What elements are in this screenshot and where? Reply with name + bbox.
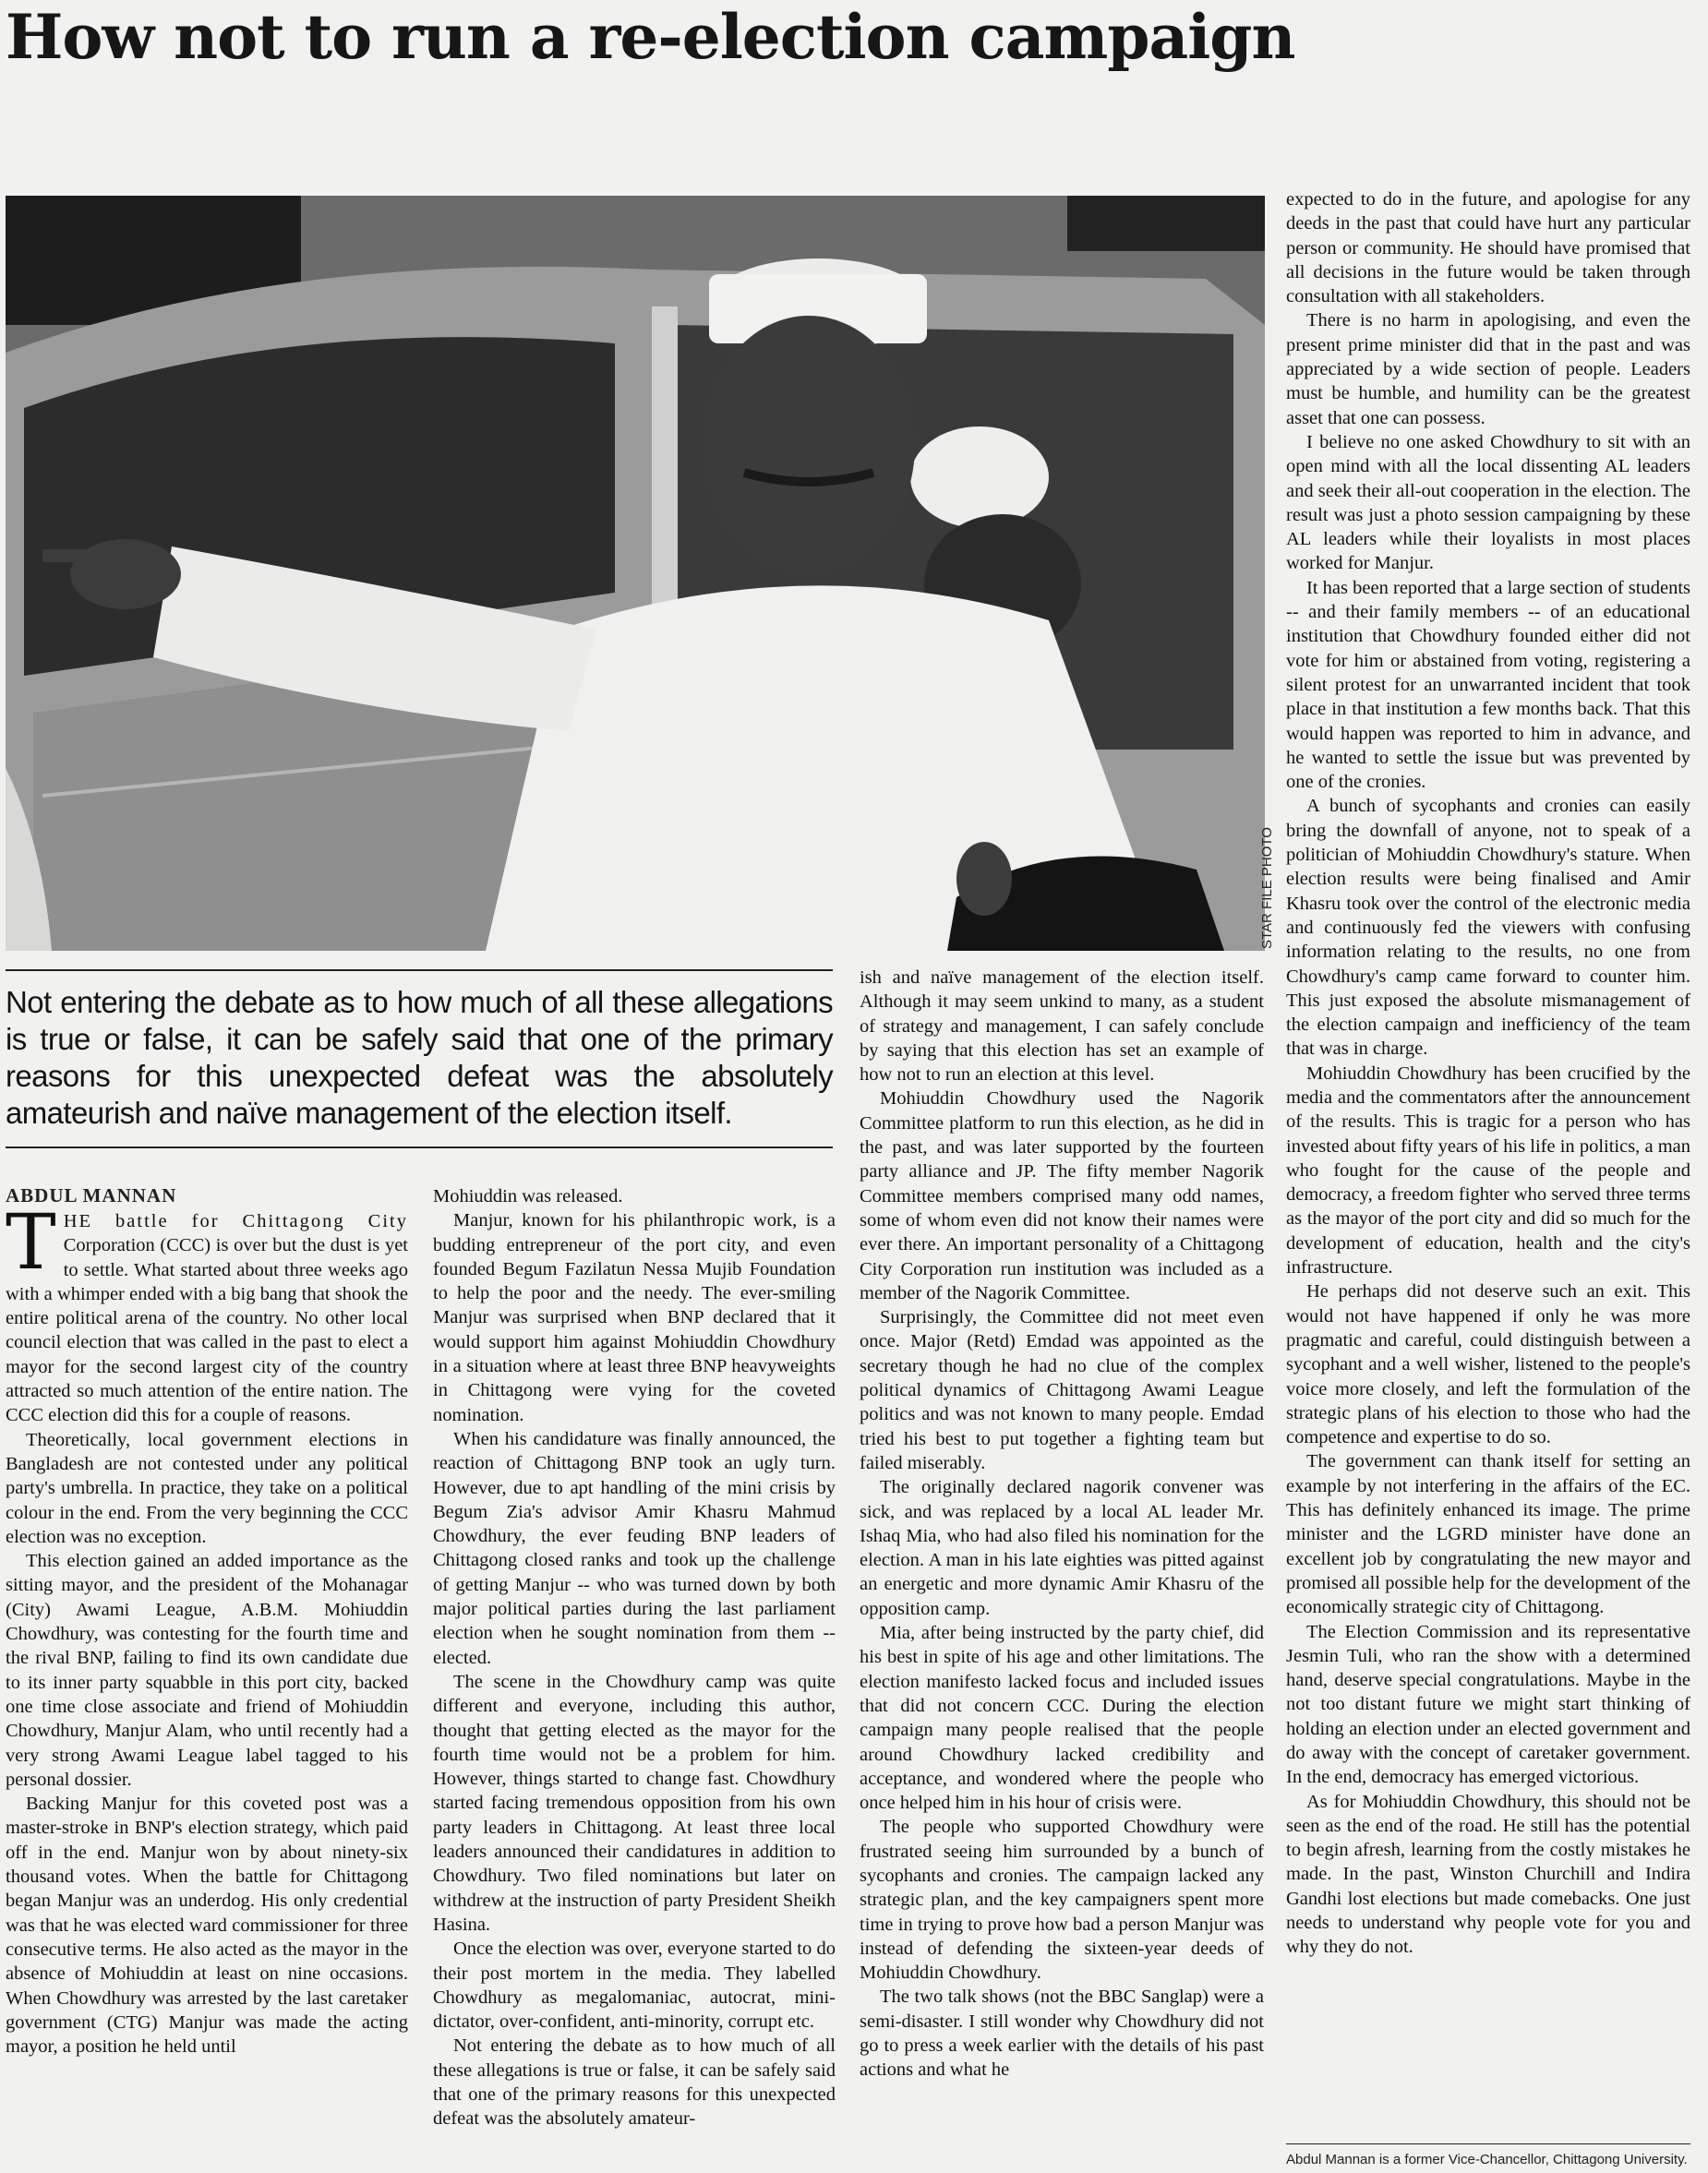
paragraph: Mohiuddin Chowdhury used the Nagorik Committee platform to run this election, as he did in the past, and was later supported by the fourteen party alliance and JP. The fifty member Nagorik Committee members comprised many odd names, some of whom even did not know their names were ever there. An important personality of a Chittagong City Corporation run institution was included as a member of the Nagorik Committee. [860, 1088, 1264, 1303]
paragraph: The Election Commission and its representative Jesmin Tuli, who ran the show with a determined hand, deserve special congratulations. Maybe in the not too distant future we might start thinking of holding an election under an elected government and do away with the concept of caretaker government. In the end, democracy has emerged victorious. [1286, 1621, 1690, 1788]
photo-credit: STAR FILE PHOTO [1259, 827, 1275, 949]
column-2 [433, 1184, 836, 2131]
headline: How not to run a re-election campaign [6, 1, 1295, 73]
paragraph: The two talk shows (not the BBC Sanglap) were a semi-disaster. I still wonder why Chowdhury did not go to press a week earlier with the details of his past actions and what he [860, 1987, 1264, 2081]
column-4 [1286, 187, 1690, 1960]
paragraph: The people who supported Chowdhury were frustrated seeing him surrounded by a bunch of sycophants and cronies. The campaign lacked any strategic plan, and the key campaigners spent more time in trying to prove how bad a person Manjur was instead of defending the sixteen-year deeds of Mohiuddin Chowdhury. [860, 1817, 1264, 1984]
paragraph: Manjur, known for his philanthropic work, is a budding entrepreneur of the port city, and even founded Begum Fazilatun Nessa Mujib Foundation to help the poor and the needy. The ever-smiling Manjur was surprised when BNP declared that it would support him against Mohiuddin Chowdhury in a situation where at least three BNP heavyweights in Chittagong were vying for the coveted nomination. [433, 1210, 836, 1425]
paragraph: There is no harm in apologising, and even the present prime minister did that in the past and was appreciated by a wide section of people. Leaders must be humble, and humility can be the greatest asset that one can possess. [1286, 310, 1690, 428]
paragraph: He perhaps did not deserve such an exit. This would not have happened if only he was more pragmatic and careful, could distinguish between a sycophant and a well wisher, listened to the people's voice more closely, and left the formulation of the strategic plans of his election to those who had the competence and expertise to do so. [1286, 1281, 1690, 1448]
paragraph: It has been reported that a large section of students -- and their family members -- of an educational institution that Chowdhury founded either did not vote for him or abstained from voting, registering a silent protest for an unwarranted incident that took place in that institution a few months back. That this would happen was reported to him in advance, and he wanted to settle the issue but was prevented by one of the cronies. [1286, 577, 1690, 793]
paragraph: A bunch of sycophants and cronies can easily bring the downfall of anyone, not to speak of a politician of Mohiuddin Chowdhury's stature. When election results were being finalised and Amir Khasru took over the control of the electronic media and continuously fed the viewers with confusing information relating to the results, no one from Chowdhury's camp came forward to counter him. This just exposed the absolute mismanagement of the election campaign and inefficiency of the team that was in charge. [1286, 796, 1690, 1060]
paragraph: Once the election was over, everyone started to do their post mortem in the media. They labelled Chowdhury as megalomaniac, autocrat, mini-dictator, over-confident, anti-minority, corrupt etc. [433, 1939, 836, 2033]
paragraph: As for Mohiuddin Chowdhury, this should not be seen as the end of the road. He still has the potential to begin afresh, learning from the costly mistakes he made. In the past, Winston Churchill and Indira Gandhi lost elections but made comebacks. One just needs to understand why people vote for you and why they do not. [1286, 1791, 1690, 1958]
paragraph: Mohiuddin was released. [433, 1186, 623, 1207]
author-footnote: Abdul Mannan is a former Vice-Chancellor, Chittagong University. [1286, 2143, 1690, 2167]
paragraph: This election gained an added importance as the sitting mayor, and the president of the Mohanagar (City) Awami League, A.B.M. Mohiuddin Chowdhury, was contesting for the fourth time and the rival BNP, failing to find its own candidate due to its inner party squabble in this port city, backed one time close associate and friend of Mohiuddin Chowdhury, Manjur Alam, who until recently had a very strong Awami League label tagged to his personal dossier. [6, 1551, 408, 1790]
paragraph: The scene in the Chowdhury camp was quite different and everyone, including this author, thought that getting elected as the mayor for the fourth time would not be a problem for him. However, things started to change fast. Chowdhury started facing tremendous opposition from his own party leaders in Chittagong. At least three local leaders announced their candidatures in addition to Chowdhury. Two filed nominations but later on withdrew at the instruction of party President Sheikh Hasina. [433, 1671, 836, 1935]
byline: ABDUL MANNAN [6, 1184, 177, 1207]
paragraph: Surprisingly, the Committee did not meet even once. Major (Retd) Emdad was appointed as the secretary though he had no clue of the complex political dynamics of Chittagong Awami League politics and was not known to many people. Emdad tried his best to put together a fighting team but failed miserably. [860, 1307, 1264, 1473]
pull-quote: Not entering the debate as to how much of all these allegations is true or false, it can be safely said that one of the primary reasons for this unexpected defeat was the absolutely amateurish and naïve management of the election itself. [6, 969, 833, 1148]
paragraph: Backing Manjur for this coveted post was a master-stroke in BNP's election strategy, which paid off in the end. Manjur won by about ninety-six thousand votes. When the battle for Chittagong began Manjur was an underdog. His only credential was that he was elected ward commissioner for three consecutive terms. He also acted as the mayor in the absence of Mohiuddin at least on nine occasions. When Chowdhury was arrested by the last caretaker government (CTG) Manjur was made the acting mayor, a position he held until [6, 1794, 408, 2058]
paragraph: Theoretically, local government elections in Bangladesh are not contested under any political party's umbrella. In practice, they take on a political colour in the end. From the very beginning the CCC election was no exception. [6, 1429, 408, 1547]
paragraph: ish and naïve management of the election itself. Although it may seem unkind to many, as a student of strategy and management, I can safely conclude by saying that this election has set an example of how not to run an election at this level. [860, 967, 1264, 1086]
article-photo [6, 196, 1265, 951]
paragraph: expected to do in the future, and apologise for any deeds in the past that could have hurt any particular person or community. He should have promised that all decisions in the future would be taken through consultation with all stakeholders. [1286, 189, 1690, 307]
paragraph: The originally declared nagorik convener was sick, and was replaced by a local AL leader Mr. Ishaq Mia, who had also filed his nomination for the election. A man in his late eighties was pitted against an energetic and more dynamic Amir Khasru of the opposition camp. [860, 1477, 1264, 1619]
lead-first-line: HE battle for Chittagong City [63, 1211, 408, 1231]
lead-paragraph [6, 1199, 408, 1428]
paragraph: The government can thank itself for setting an example by not interfering in the affairs of the EC. This has definitely enhanced its image. The prime minister and the LGRD minister have done an excellent job by congratulating the new mayor and promised all possible help for the development of the economically strategic city of Chittagong. [1286, 1451, 1690, 1618]
paragraph: I believe no one asked Chowdhury to sit with an open mind with all the local dissenting AL leaders and seek their all-out cooperation in the election. The result was just a photo session campaigning by these AL leaders while their loyalists in most places worked for Manjur. [1286, 431, 1690, 574]
paragraph: Mia, after being instructed by the party chief, did his best in spite of his age and other limitations. The election manifesto lacked focus and included issues that did not concern CCC. During the election campaign many people realised that the people around Chowdhury lacked credibility and acceptance, and wondered where the people who once helped him in his hour of crisis were. [860, 1623, 1264, 1814]
paragraph: Not entering the debate as to how much of all these allegations is true or false, it can be safely said that one of the primary reasons for this unexpected defeat was the absolutely amateur- [433, 2035, 836, 2130]
column-1 [6, 1199, 408, 2059]
column-3 [860, 966, 1264, 2083]
paragraph: Mohiuddin Chowdhury has been crucified by the media and the commentators after the announcement of the results. This is tragic for a person who has invested about fifty years of his life in politics, a man who fought for the cause of the people and democracy, a freedom fighter who served three terms as the mayor of the port city and did so much for the development of education, health and the city's infrastructure. [1286, 1062, 1690, 1279]
paragraph: Corporation (CCC) is over but the dust is yet to settle. What started about three weeks ago with a whimper ended with a big bang that shook the entire political arena of the country. No other local council election that was called in the past to elect a mayor for the second largest city of the country attracted so much attention of the entire nation. The CCC election did this for a couple of reasons. [6, 1235, 408, 1426]
paragraph: When his candidature was finally announced, the reaction of Chittagong BNP took an ugly turn. However, due to apt handling of the mini crisis by Begum Zia's advisor Amir Khasru Mahmud Chowdhury, the ever feuding BNP leaders of Chittagong closed ranks and took up the challenge of getting Manjur -- who was turned down by both major political parties during the last parliament election when he sought nomination from them -- elected. [433, 1428, 836, 1668]
drop-cap: T [6, 1199, 56, 1287]
photo-illustration [6, 196, 1265, 951]
